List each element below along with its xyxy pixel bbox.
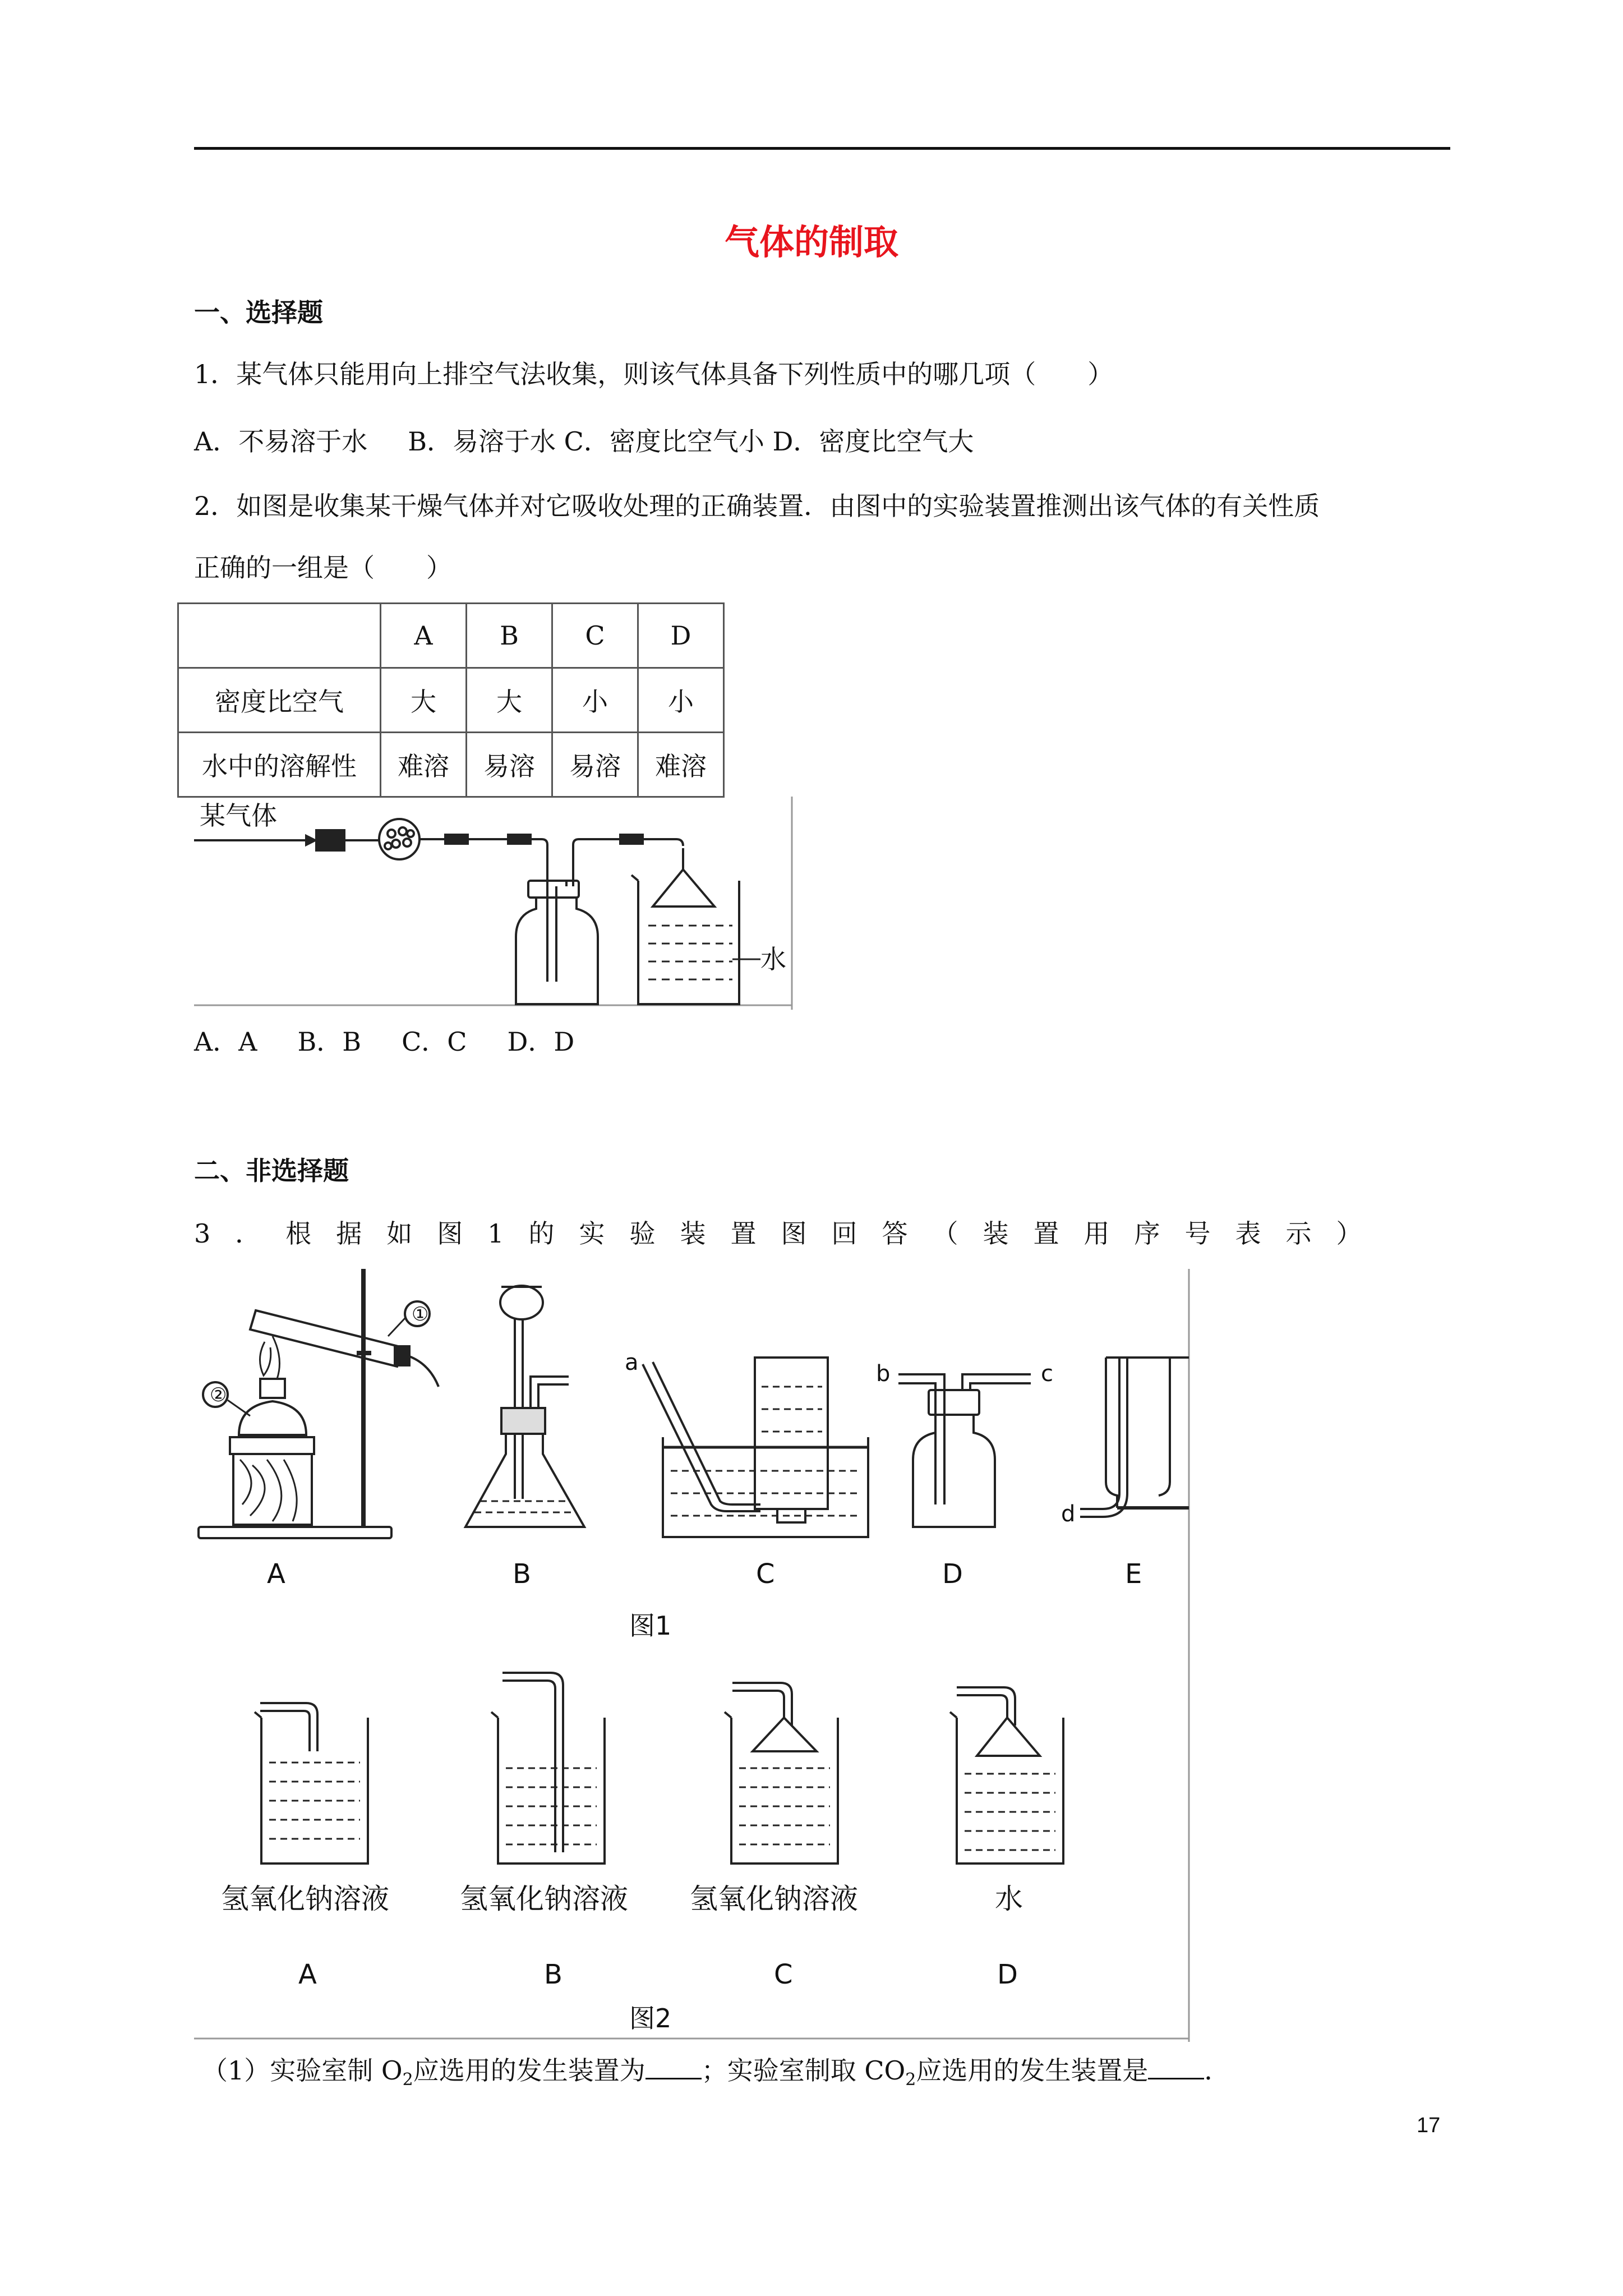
page-title: 气体的制取	[724, 222, 898, 263]
table-row	[178, 668, 724, 733]
page-number: 17	[1417, 2114, 1441, 2137]
apparatus-b-flask	[465, 1286, 584, 1590]
port-label-c: c	[1041, 1361, 1053, 1387]
fig2-beaker-c	[690, 1683, 858, 1990]
fig1-label-c: C	[756, 1558, 775, 1590]
table-header-row	[178, 604, 724, 668]
q3-sub1	[202, 2055, 1230, 2090]
fig2-label-b: B	[544, 1959, 562, 1990]
table-cell: 小	[552, 668, 638, 733]
table-cell: 易溶	[552, 733, 638, 797]
q2-options	[194, 1027, 615, 1057]
fig1-label-e: E	[1125, 1558, 1142, 1590]
table-cell: 小	[638, 668, 724, 733]
fig2-label-d: D	[997, 1959, 1018, 1990]
q2-property-table	[177, 602, 725, 798]
apparatus-d-bottle	[876, 1361, 1053, 1590]
port-label-a: a	[625, 1350, 639, 1375]
fig2-solution-d: 水	[995, 1883, 1023, 1915]
table-cell	[178, 604, 381, 668]
table-cell: 大	[467, 668, 552, 733]
o2-subscript: 2	[402, 2070, 413, 2090]
q2-apparatus-figure	[194, 797, 800, 1010]
table-cell: 大	[381, 668, 467, 733]
tubing	[445, 835, 683, 886]
q3-sub1-text-4: 应选用的发生装置是	[916, 2055, 1149, 2086]
fig2-caption: 图2	[629, 2003, 672, 2033]
q3-sub1-text-2: 应选用的发生装置为	[413, 2055, 645, 2086]
q2-option-c: C．C	[402, 1027, 467, 1057]
q2-option-a: A．A	[194, 1027, 257, 1057]
table-cell: 难溶	[638, 733, 724, 797]
table-cell: 水中的溶解性	[178, 733, 381, 797]
q2-option-d: D．D	[507, 1027, 575, 1057]
table-cell: D	[638, 604, 724, 668]
q3-sub1-text-3: ；实验室制取 CO	[701, 2055, 906, 2086]
apparatus-a-heating	[199, 1269, 439, 1590]
table-cell: C	[552, 604, 638, 668]
q1-option-rest: B．易溶于水 C．密度比空气小 D．密度比空气大	[408, 426, 974, 457]
table-cell: A	[381, 604, 467, 668]
drying-tube	[316, 819, 446, 859]
table-cell: 密度比空气	[178, 668, 381, 733]
q2-stem-line1: 2．如图是收集某干燥气体并对它吸收处理的正确装置．由图中的实验装置推测出该气体的有关性质	[194, 491, 1320, 521]
collection-bottle	[516, 881, 598, 1004]
absorption-beaker	[631, 848, 786, 1004]
section2-heading: 二、非选择题	[194, 1156, 349, 1186]
fig2-solution-b: 氢氧化钠溶液	[460, 1883, 628, 1915]
header-rule	[194, 147, 1450, 150]
table-cell: 难溶	[381, 733, 467, 797]
fig1-caption: 图1	[629, 1611, 672, 1641]
section1-heading: 一、选择题	[194, 297, 323, 328]
port-label-b: b	[876, 1361, 891, 1387]
fig2-label-a: A	[298, 1959, 317, 1990]
q1-options	[194, 426, 1014, 457]
fig2-solution-a: 氢氧化钠溶液	[221, 1883, 389, 1915]
q2-stem-line2: 正确的一组是（ ）	[194, 553, 452, 583]
fig1-label-d: D	[942, 1558, 963, 1590]
table-row	[178, 733, 724, 797]
table-cell: 易溶	[467, 733, 552, 797]
fig1-label-b: B	[513, 1558, 531, 1590]
fig2-beaker-b	[460, 1673, 628, 1990]
gas-label: 某气体	[200, 800, 277, 831]
apparatus-c-trough	[625, 1350, 868, 1590]
port-label-d: d	[1061, 1501, 1076, 1527]
q3-stem: 3．根据如图1的实验装置图回答（装置用序号表示）	[194, 1218, 1387, 1249]
fig2-label-c: C	[774, 1959, 793, 1990]
q3-sub1-text-5: ．	[1204, 2055, 1230, 2086]
table-cell: B	[467, 604, 552, 668]
q3-sub1-text-1: （1）实验室制 O	[202, 2055, 403, 2086]
fig1-label-a: A	[267, 1558, 285, 1590]
fig2-solution-c: 氢氧化钠溶液	[690, 1883, 858, 1915]
apparatus-e-cylinder	[1061, 1358, 1189, 1590]
marker-2: ②	[210, 1384, 227, 1406]
fig2-beaker-a	[221, 1703, 389, 1990]
answer-blank-o2[interactable]	[645, 2055, 702, 2079]
fig2-beaker-d	[950, 1687, 1063, 1990]
water-label: 水	[760, 944, 786, 974]
q3-apparatus-figures	[194, 1269, 1198, 2043]
answer-blank-co2[interactable]	[1148, 2055, 1204, 2079]
q1-option-a: A．不易溶于水	[194, 426, 368, 457]
marker-1: ①	[412, 1303, 429, 1326]
q2-option-b: B．B	[297, 1027, 362, 1057]
q1-stem: 1．某气体只能用向上排空气法收集，则该气体具备下列性质中的哪几项（ ）	[194, 359, 1114, 389]
co2-subscript: 2	[905, 2070, 916, 2090]
